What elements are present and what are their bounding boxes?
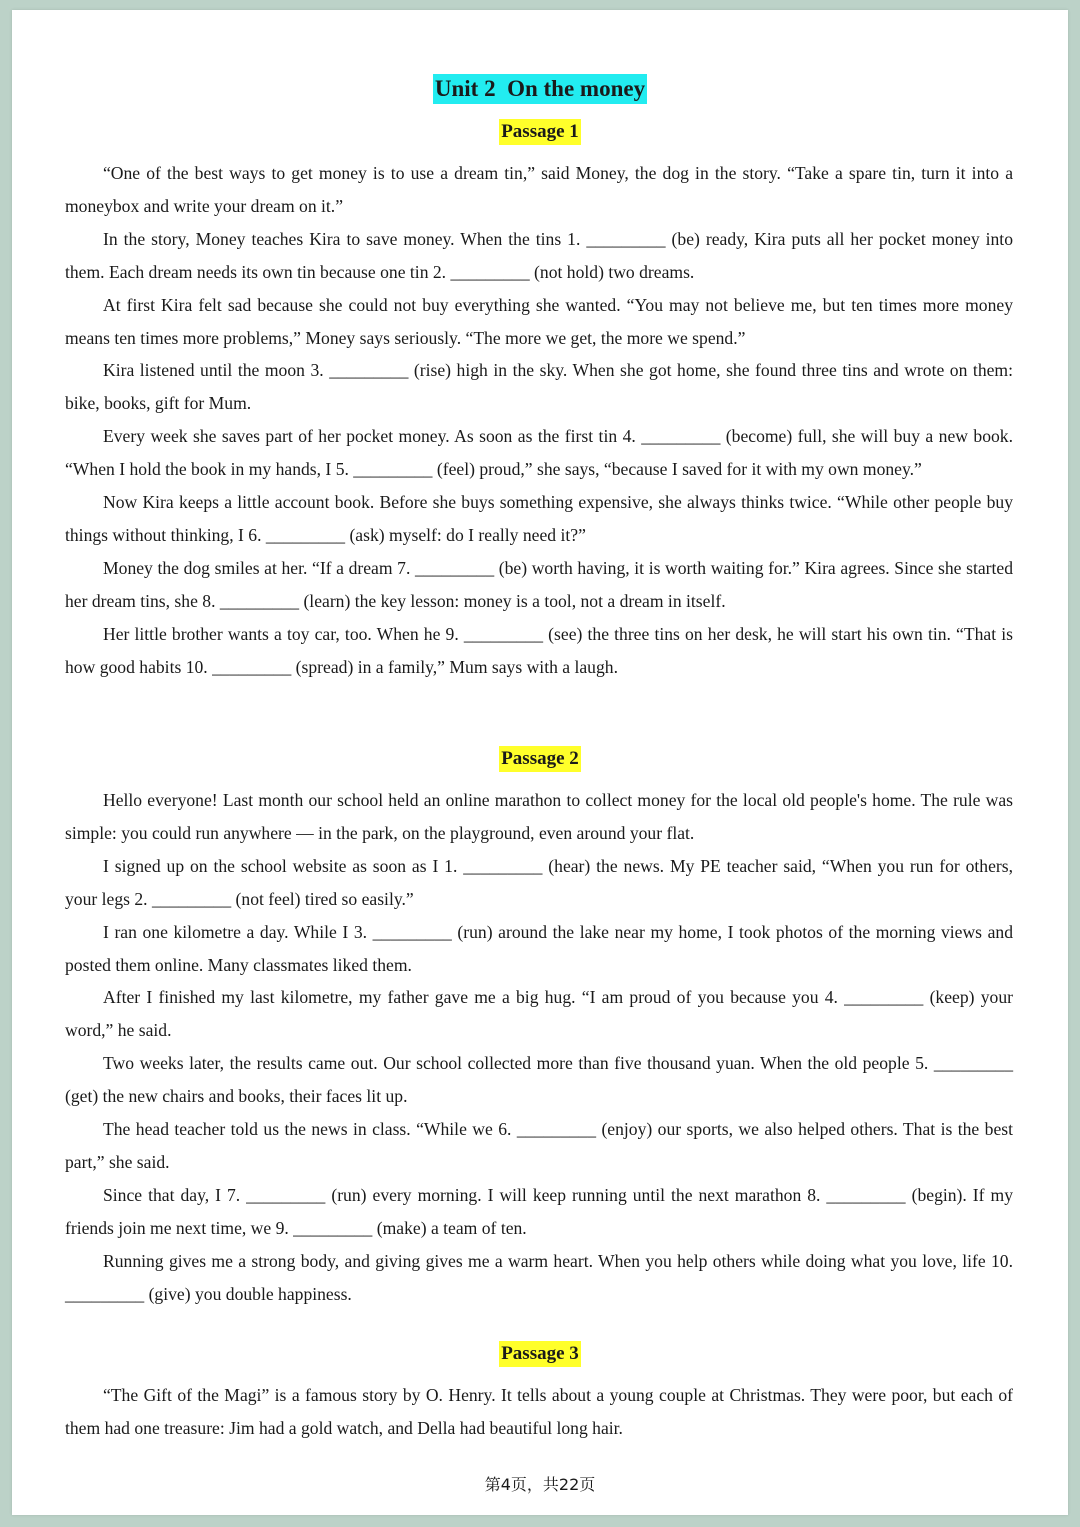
passage-2-heading-container <box>12 746 1068 772</box>
page-number-footer: 第4页，共22页 <box>484 1475 596 1494</box>
passage-2-body <box>65 784 1013 1311</box>
document-page <box>12 10 1068 1515</box>
passage-1-heading: Passage 1 <box>499 119 581 145</box>
passage-2-paragraph-6: The head teacher told us the news in class. “While we 6. _________ (enjoy) our sports, we also helped others. That is the best part,” she said. <box>65 1119 1013 1172</box>
unit-title: Unit 2 On the money <box>433 74 647 104</box>
passage-3-body <box>65 1379 1013 1445</box>
passage-1-paragraph-6: Now Kira keeps a little account book. Before she buys something expensive, she always thinks twice. “While other people buy things without thinking, I 6. _________ (ask) myself: do I really need it?” <box>65 492 1013 545</box>
passage-2-paragraph-4: After I finished my last kilometre, my father gave me a big hug. “I am proud of you because you 4. _________ (keep) your word,” he said. <box>65 987 1013 1041</box>
passage-1-paragraph-4: Kira listened until the moon 3. _________ (rise) high in the sky. When she got home, she found three tins and wrote on them: bike, books, gift for Mum. <box>65 360 1013 414</box>
passage-2-paragraph-1: Hello everyone! Last month our school held an online marathon to collect money for the local old people's home. The rule was simple: you could run anywhere — in the park, on the playground, even around your flat. <box>65 790 1013 843</box>
passage-3-heading: Passage 3 <box>499 1341 581 1367</box>
passage-3-heading-container <box>12 1341 1068 1367</box>
passage-1-paragraph-1: “One of the best ways to get money is to use a dream tin,” said Money, the dog in the story. “Take a spare tin, turn it into a moneybox and write your dream on it.” <box>65 163 1013 216</box>
passage-2-paragraph-8: Running gives me a strong body, and giving gives me a warm heart. When you help others while doing what you love, life 10. _________ (give) you double happiness. <box>65 1250 1013 1304</box>
passage-1-paragraph-2: In the story, Money teaches Kira to save money. When the tins 1. _________ (be) ready, Kira puts all her pocket money into them. Each dream needs its own tin because one tin 2. _________ (not hold) two dreams. <box>65 228 1013 282</box>
passage-1-paragraph-7: Money the dog smiles at her. “If a dream 7. _________ (be) worth having, it is worth waiting for.” Kira agrees. Since she started her dream tins, she 8. _________ (learn) the key lesson: money is a tool, not a dream in itself. <box>65 557 1013 611</box>
passage-1-paragraph-3: At first Kira felt sad because she could not buy everything she wanted. “You may not believe me, but ten times more money means ten times more problems,” Money says seriously. “The more we get, the more we spend.” <box>65 294 1013 348</box>
passage-2-paragraph-7: Since that day, I 7. _________ (run) every morning. I will keep running until the next marathon 8. _________ (begin). If my friends join me next time, we 9. _________ (make) a team of ten. <box>65 1184 1013 1238</box>
title-container <box>12 74 1068 104</box>
passage-2-paragraph-3: I ran one kilometre a day. While I 3. _________ (run) around the lake near my home, I took photos of the morning views and posted them online. Many classmates liked them. <box>65 921 1013 975</box>
passage-2-paragraph-5: Two weeks later, the results came out. Our school collected more than five thousand yuan. When the old people 5. _________ (get) the new chairs and books, their faces lit up. <box>65 1053 1013 1107</box>
passage-2-paragraph-2: I signed up on the school website as soon as I 1. _________ (hear) the news. My PE teacher said, “When you run for others, your legs 2. _________ (not feel) tired so easily.” <box>65 855 1013 909</box>
passage-1-heading-container <box>12 119 1068 145</box>
passage-1-paragraph-5: Every week she saves part of her pocket money. As soon as the first tin 4. _________ (become) full, she will buy a new book. “When I hold the book in my hands, I 5. _________ (feel) proud,” she says, “because I saved for it with my own money.” <box>65 426 1013 480</box>
passage-1-paragraph-8: Her little brother wants a toy car, too. When he 9. _________ (see) the three tins on her desk, he will start his own tin. “That is how good habits 10. _________ (spread) in a family,” Mum says with a laugh. <box>65 623 1013 677</box>
passage-2-heading: Passage 2 <box>499 746 581 772</box>
passage-1-body <box>65 157 1013 684</box>
passage-3-paragraph-1: “The Gift of the Magi” is a famous story by O. Henry. It tells about a young couple at Christmas. They were poor, but each of them had one treasure: Jim had a gold watch, and Della had beautiful long hair. <box>65 1385 1013 1438</box>
